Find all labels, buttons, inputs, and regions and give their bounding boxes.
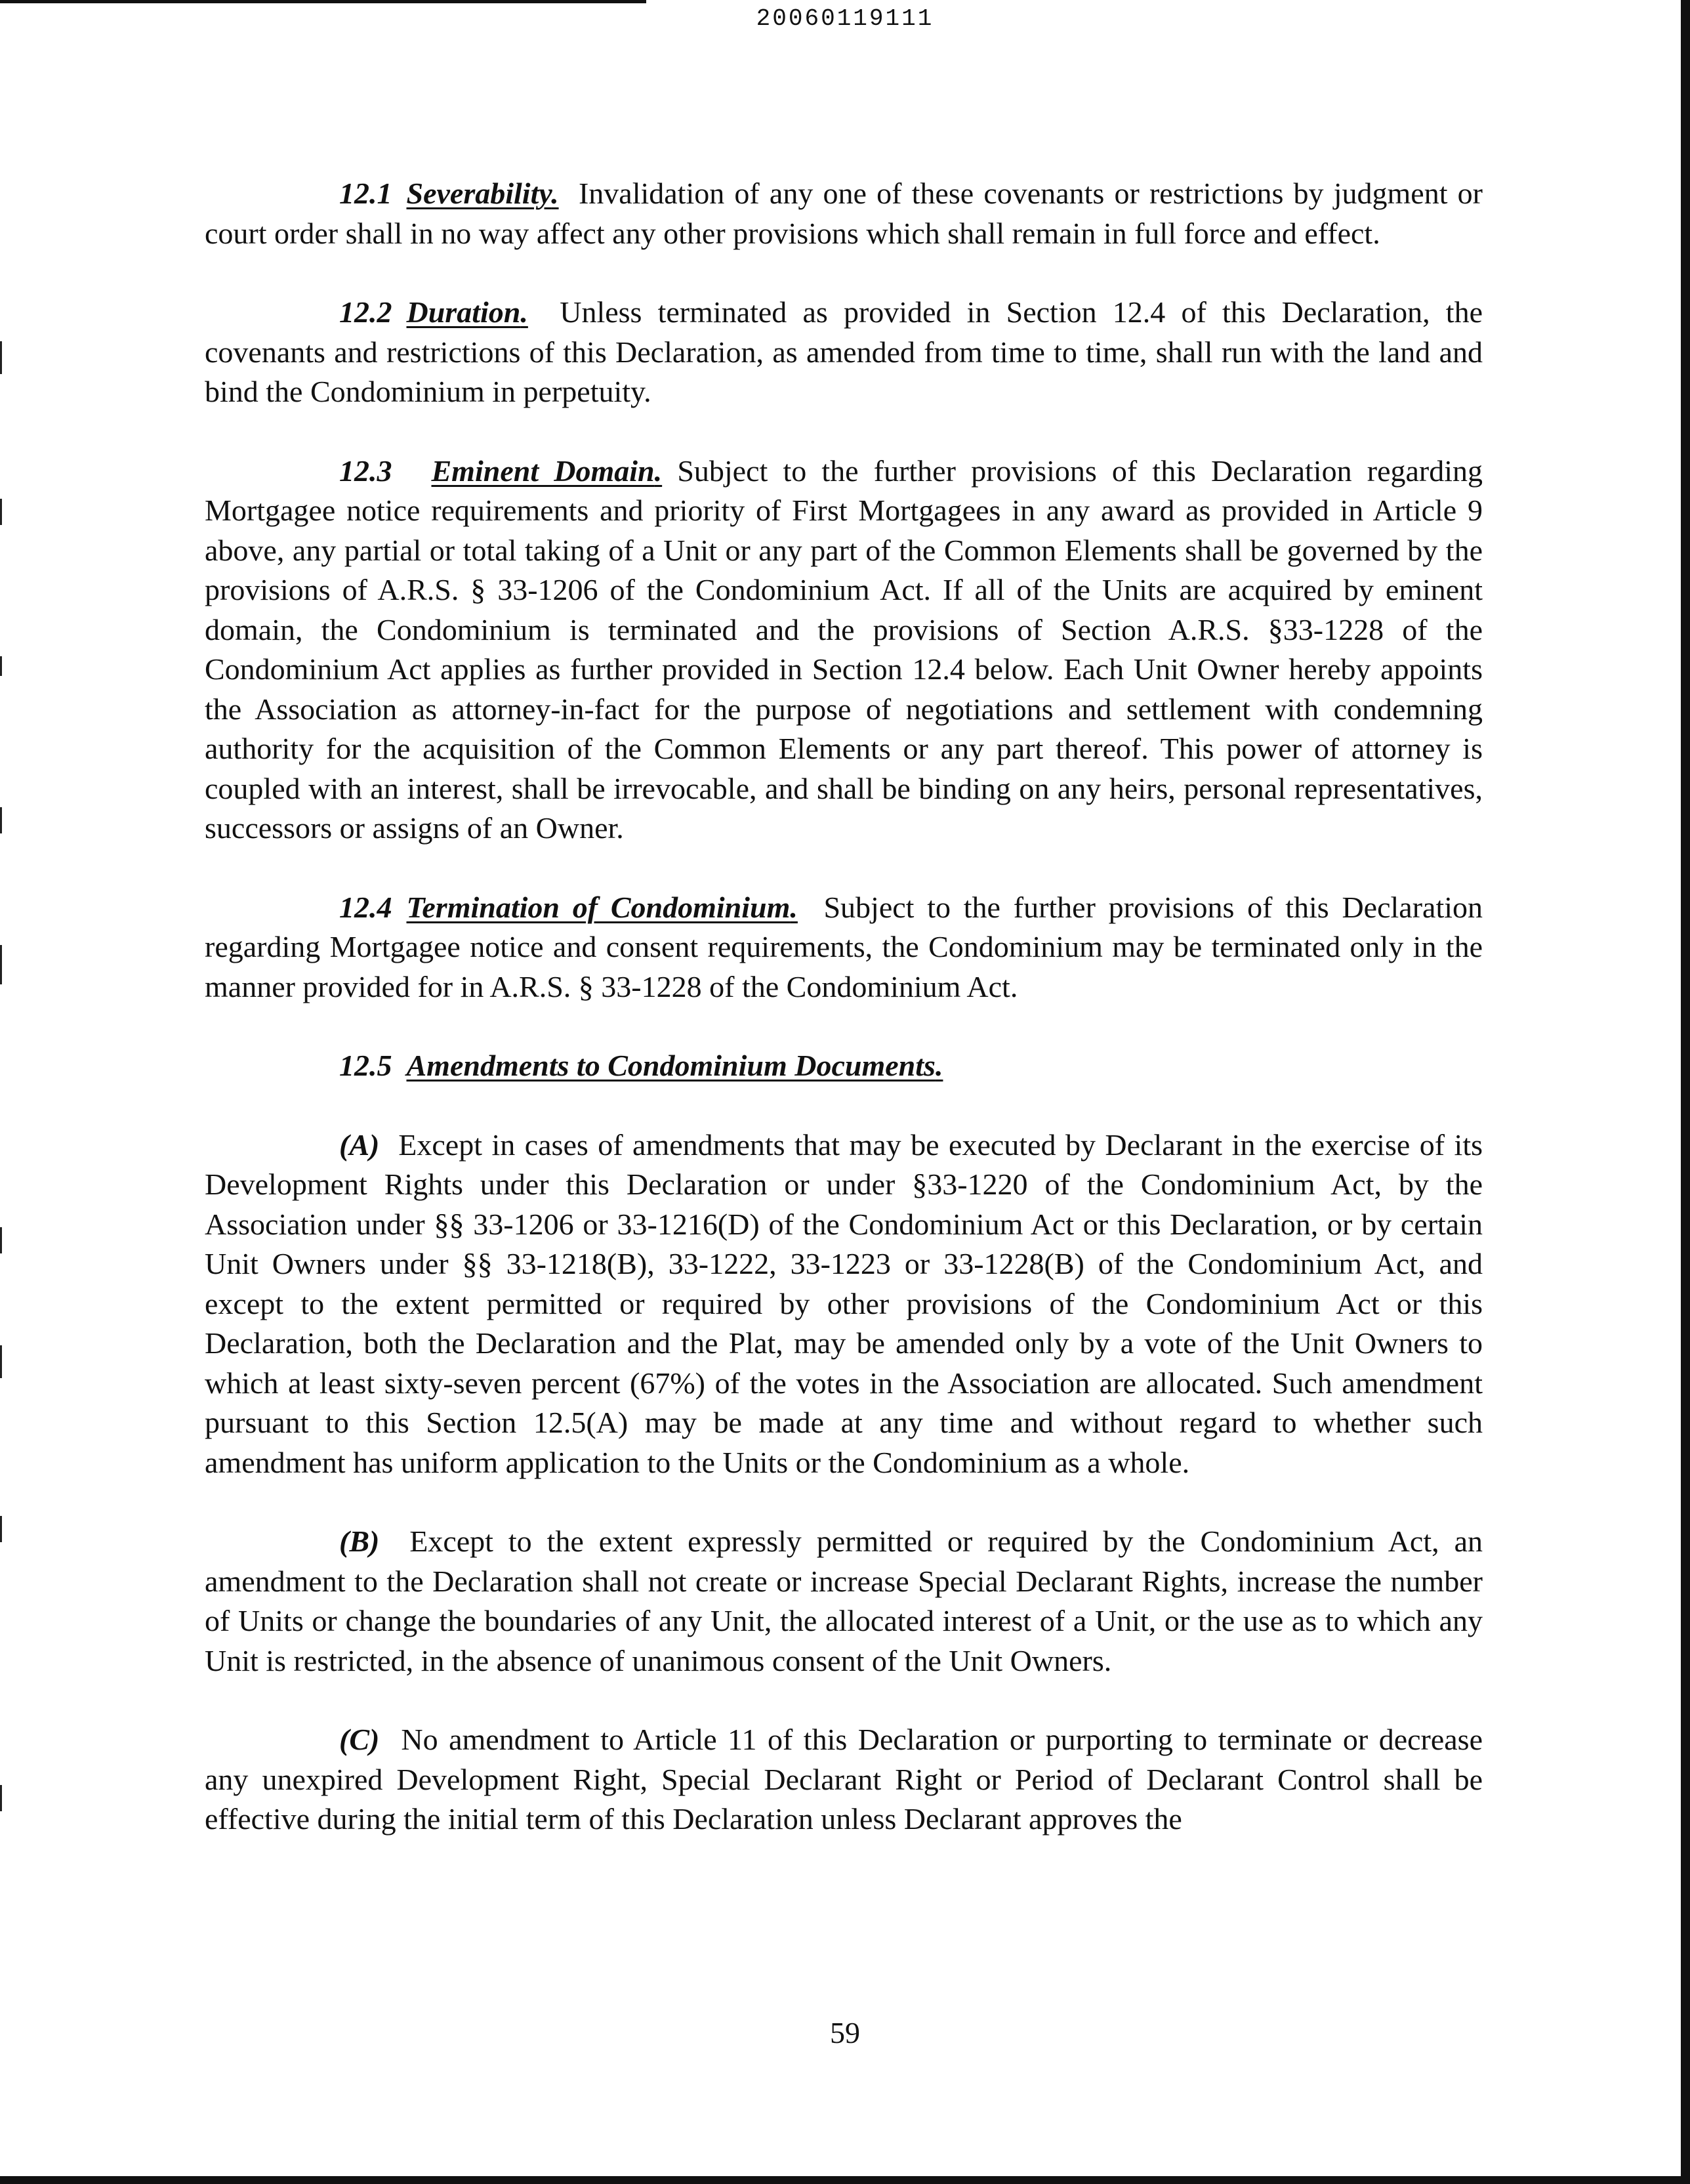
- section-number: 12.2: [339, 295, 392, 329]
- section-12-5-heading: 12.5 Amendments to Condominium Documents.: [339, 1049, 943, 1082]
- subsection-text: Except in cases of amendments that may be executed by Declarant in the exercise of its Development Rights under this Declaration or under §33-1220 of the Condominium Act, by the Association under §§ 33-1206 or 33-1216(D) of the Condominium Act or this Declaration, or by certain Unit Owners under §§ 33-1218(B), 33-1222, 33-1223 or 33-1228(B) of the Condominium Act, and except to the extent permitted or required by other provisions of the Condominium Act or this Declaration, both the Declaration and the Plat, may be amended only by a vote of the Unit Owners to which at least sixty-seven percent (67%) of the votes in the Association are allocated. Such amendment pursuant to this Section 12.5(A) may be made at any time and without regard to whether such amendment has uniform application to the Units or the Condominium as a whole.: [205, 1127, 1483, 1479]
- right-scan-border: [1681, 0, 1690, 2184]
- section-text: Unless terminated as provided in Section 12.4 of this Declaration, the covenants and restrictions of this Declaration, as amended from time to time, shall run with the land and bind the Condominium in perpetuity.: [205, 295, 1483, 408]
- subsection-label: (B): [339, 1524, 380, 1558]
- section-number: 12.5: [339, 1049, 392, 1082]
- bottom-scan-border: [0, 2176, 1690, 2184]
- section-title: Severability: [406, 177, 552, 210]
- subsection-text: No amendment to Article 11 of this Declaration or purporting to terminate or decrease any unexpired Development Right, Special Declarant Right or Period of Declarant Control shall be effective during the initial term of this Declaration unless Declarant approves the: [205, 1723, 1483, 1836]
- section-text: Subject to the further provisions of this Declaration regarding Mortgagee notice and consent requirements, the Condominium may be terminated only in the manner provided for in A.R.S. § 33-1228 of the Condominium Act.: [205, 890, 1483, 1003]
- subsection-a: [205, 1125, 1483, 1483]
- section-number: 12.3: [339, 453, 392, 488]
- section-text: Subject to the further provisions of this Declaration regarding Mortgagee notice requirements and priority of First Mortgagees in any award as provided in Article 9 above, any partial or total taking of a Unit or any part of the Common Elements shall be governed by the provisions of A.R.S. § 33-1206 of the Condominium Act. If all of the Units are acquired by eminent domain, the Condominium is terminated and the provisions of Section A.R.S. §33-1228 of the Condominium Act applies as further provided in Section 12.4 below. Each Unit Owner hereby appoints the Association as attorney-in-fact for the purpose of negotiations and settlement with condemning authority for the acquisition of the Common Elements or any part thereof. This power of attorney is coupled with an interest, shall be irrevocable, and shall be binding on any heirs, personal representatives, successors or assigns of an Owner.: [205, 453, 1483, 845]
- section-12-2: 12.2 Duration. Unless terminated as provided in Section 12.4 of this Declaration, the covenants and restrictions of this Declaration, as amended from time to time, shall run with the land and bind the Condominium in perpetuity.: [205, 295, 1483, 408]
- subsection-label: (C): [339, 1723, 380, 1756]
- subsection-text: Except to the extent expressly permitted or required by the Condominium Act, an amendment to the Declaration shall not create or increase Special Declarant Rights, increase the number of Units or change the boundaries of any Unit, the allocated interest of a Unit, or the use as to which any Unit is restricted, in the absence of unanimous consent of the Unit Owners.: [205, 1524, 1483, 1677]
- section-number: 12.4: [339, 890, 392, 924]
- subsection-label: (A): [339, 1127, 380, 1162]
- subsection-b: [205, 1522, 1483, 1681]
- page-number: 59: [830, 2016, 860, 2049]
- document-body: [205, 174, 1483, 1839]
- section-title: Duration: [406, 295, 521, 329]
- section-12-1: 12.1 Severability. Invalidation of any one of these covenants or restrictions by judgment or court order shall in no way affect any other provisions which shall remain in full force and effect.: [205, 177, 1483, 250]
- subsection-c: [205, 1720, 1483, 1839]
- section-title: Termination of Condominium: [406, 890, 791, 924]
- section-text: Invalidation of any one of these covenants or restrictions by judgment or court order shall in no way affect any other provisions which shall remain in full force and effect.: [205, 177, 1483, 250]
- section-title: Amendments to Condominium Documents: [406, 1049, 936, 1082]
- section-12-3: 12.3 Eminent Domain. Subject to the further provisions of this Declaration regarding Mortgagee notice requirements and priority of First Mortgagees in any award as provided in Article 9 above, any partial or total taking of a Unit or any part of the Common Elements shall be governed by the provisions of A.R.S. § 33-1206 of the Condominium Act. If all of the Units are acquired by eminent domain, the Condominium is terminated and the provisions of Section A.R.S. §33-1228 of the Condominium Act applies as further provided in Section 12.4 below. Each Unit Owner hereby appoints the Association as attorney-in-fact for the purpose of negotiations and settlement with condemning authority for the acquisition of the Common Elements or any part thereof. This power of attorney is coupled with an interest, shall be irrevocable, and shall be binding on any heirs, personal representatives, successors or assigns of an Owner.: [205, 453, 1483, 845]
- left-scan-marks: [0, 0, 4, 2184]
- section-title: Eminent Domain: [431, 453, 655, 488]
- section-number: 12.1: [339, 177, 392, 210]
- section-12-4: 12.4 Termination of Condominium. Subject to the further provisions of this Declaration regarding Mortgagee notice and consent requirements, the Condominium may be terminated only in the manner provided for in A.R.S. § 33-1228 of the Condominium Act.: [205, 890, 1483, 1003]
- document-number: 20060119111: [756, 5, 934, 32]
